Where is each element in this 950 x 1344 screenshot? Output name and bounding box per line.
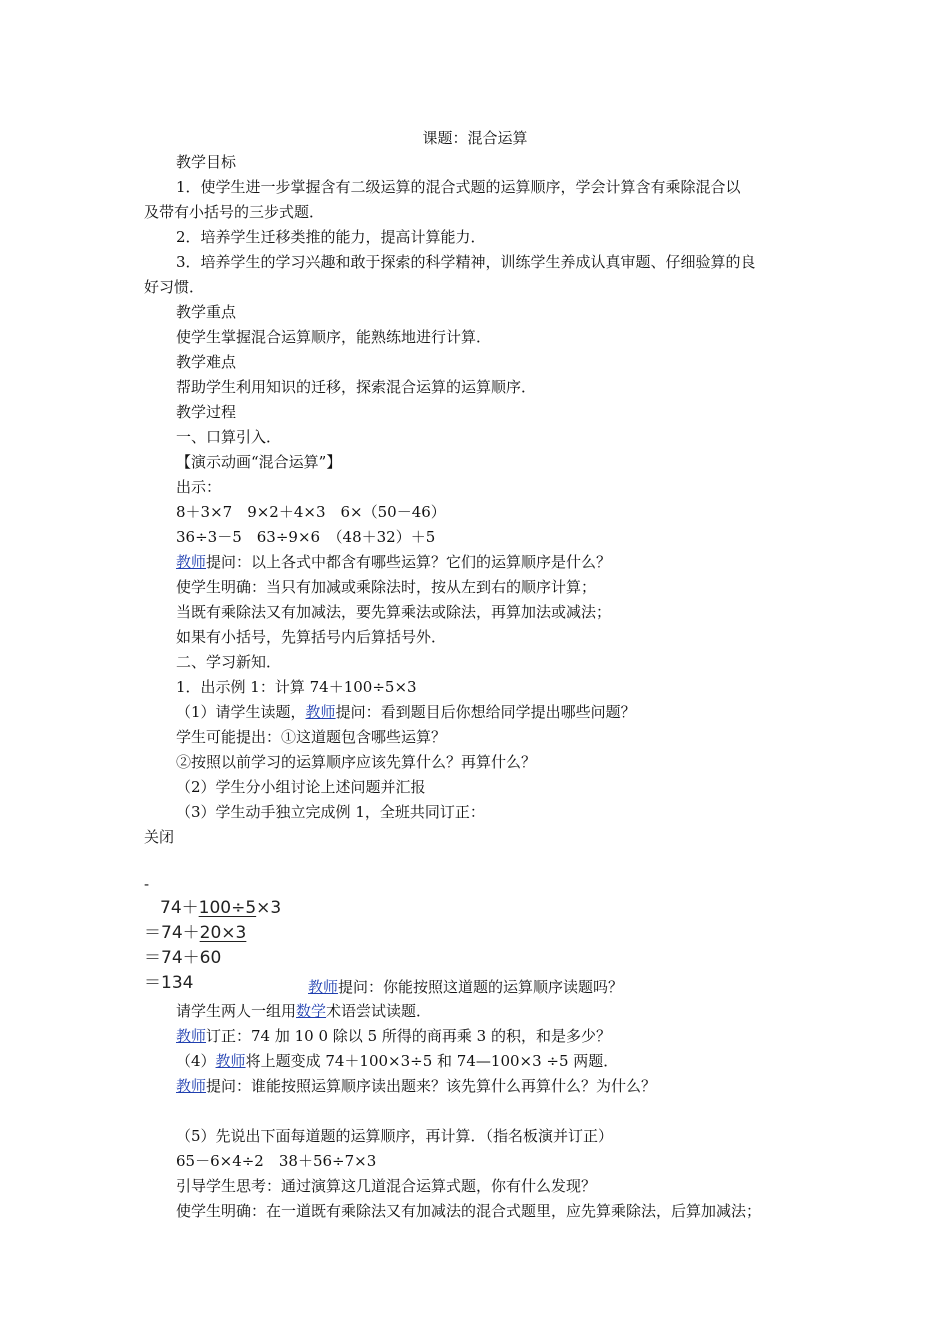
step-4 (176, 1051, 618, 1071)
calc-line-3: ＝74＋60 (144, 948, 222, 968)
calc-line-2 (144, 921, 246, 945)
pair-prefix: 请学生两人一组用 (176, 1002, 297, 1020)
step-4-suffix: 将上题变成 74＋100×3÷5 和 74—100×3 ÷5 两题． (245, 1052, 619, 1070)
teacher-correction (176, 1026, 611, 1046)
question-2-text: 提问：你能按照这道题的运算顺序读题吗？ (338, 978, 624, 996)
section-1-heading: 一、口算引入． (176, 428, 282, 446)
step-1 (176, 702, 636, 722)
possible-question-1: 学生可能提出：①这道题包含哪些运算？ (176, 728, 447, 746)
clarify-3: 如果有小括号，先算括号内后算括号外． (176, 628, 447, 646)
show-label: 出示： (176, 478, 222, 496)
calc-line-1-c: ×3 (256, 898, 282, 918)
calc-line-1 (160, 896, 281, 920)
teacher-link[interactable]: 教师 (176, 1077, 207, 1095)
goal-3-line-b: 好习惯． (144, 278, 205, 296)
focus-heading: 教学重点 (176, 303, 237, 321)
close-link[interactable]: 关闭 (144, 828, 175, 846)
teacher-question-3 (176, 1076, 656, 1096)
difficulty-heading: 教学难点 (176, 353, 237, 371)
goal-1-line-b: 及带有小括号的三步式题． (144, 203, 325, 221)
process-heading: 教学过程 (176, 403, 237, 421)
clarify-2: 当既有乘除法又有加减法，要先算乘法或除法，再算加法或减法； (176, 603, 612, 621)
animation-label: 【演示动画“混合运算”】 (176, 453, 342, 471)
page-title: 课题：混合运算 (422, 129, 528, 147)
calc-line-4: ＝134 (144, 973, 194, 993)
expressions-row-1: 8＋3×7 9×2＋4×3 6×（50－46） (176, 503, 446, 521)
correction-text: 订正：74 加 10 0 除以 5 所得的商再乘 3 的积，和是多少？ (206, 1027, 611, 1045)
example-1: 1．出示例 1：计算 74＋100÷5×3 (176, 678, 417, 696)
clarify-1: 使学生明确：当只有加减或乘除法时，按从左到右的顺序计算； (176, 578, 597, 596)
goal-3-line-a: 3．培养学生的学习兴趣和敢于探索的科学精神，训练学生养成认真审题、仔细验算的良 (176, 253, 756, 271)
teacher-question-1 (176, 552, 611, 572)
calc-line-2-a: ＝74＋ (144, 923, 200, 943)
dash-mark: - (144, 875, 150, 893)
expressions-row-3: 65－6×4÷2 38＋56÷7×3 (176, 1152, 377, 1170)
goals-heading: 教学目标 (176, 153, 237, 171)
step-2: （2）学生分小组讨论上述问题并汇报 (176, 778, 426, 796)
teacher-link[interactable]: 教师 (215, 1052, 246, 1070)
expressions-row-2: 36÷3－5 63÷9×6 （48＋32）＋5 (176, 528, 436, 546)
step-4-prefix: （4） (176, 1052, 216, 1070)
focus-text: 使学生掌握混合运算顺序，能熟练地进行计算． (176, 328, 492, 346)
section-2-heading: 二、学习新知． (176, 653, 282, 671)
calc-line-1-underlined: 100÷5 (198, 898, 257, 918)
teacher-link[interactable]: 教师 (305, 703, 336, 721)
goal-1-line-a: 1．使学生进一步掌握含有二级运算的混合式题的运算顺序，学会计算含有乘除混合以 (176, 178, 741, 196)
difficulty-text: 帮助学生利用知识的迁移，探索混合运算的运算顺序． (176, 378, 537, 396)
step-1-suffix: 提问：看到题目后你想给同学提出哪些问题？ (335, 703, 636, 721)
question-1-text: 提问：以上各式中都含有哪些运算？它们的运算顺序是什么？ (206, 553, 612, 571)
possible-question-2: ②按照以前学习的运算顺序应该先算什么？再算什么？ (176, 753, 537, 771)
pair-suffix: 术语尝试读题． (326, 1002, 432, 1020)
teacher-link[interactable]: 教师 (176, 1027, 207, 1045)
calc-line-1-a: 74＋ (160, 898, 199, 918)
calc-line-2-underlined: 20×3 (199, 923, 247, 943)
question-3-text: 提问：谁能按照运算顺序读出题来？该先算什么再算什么？为什么？ (206, 1077, 657, 1095)
teacher-link[interactable]: 教师 (176, 553, 207, 571)
clarify-4: 使学生明确：在一道既有乘除法又有加减法的混合式题里，应先算乘除法，后算加减法； (176, 1202, 762, 1220)
teacher-question-2 (308, 977, 623, 997)
goal-2: 2．培养学生迁移类推的能力，提高计算能力． (176, 228, 486, 246)
math-link[interactable]: 数学 (296, 1002, 327, 1020)
guide-thinking: 引导学生思考：通过演算这几道混合运算式题，你有什么发现？ (176, 1177, 597, 1195)
step-1-prefix: （1）请学生读题， (176, 703, 306, 721)
teacher-link[interactable]: 教师 (308, 978, 339, 996)
pair-reading (176, 1001, 431, 1021)
step-5: （5）先说出下面每道题的运算顺序，再计算．（指名板演并订正） (176, 1127, 614, 1145)
step-3: （3）学生动手独立完成例 1，全班共同订正： (176, 803, 485, 821)
